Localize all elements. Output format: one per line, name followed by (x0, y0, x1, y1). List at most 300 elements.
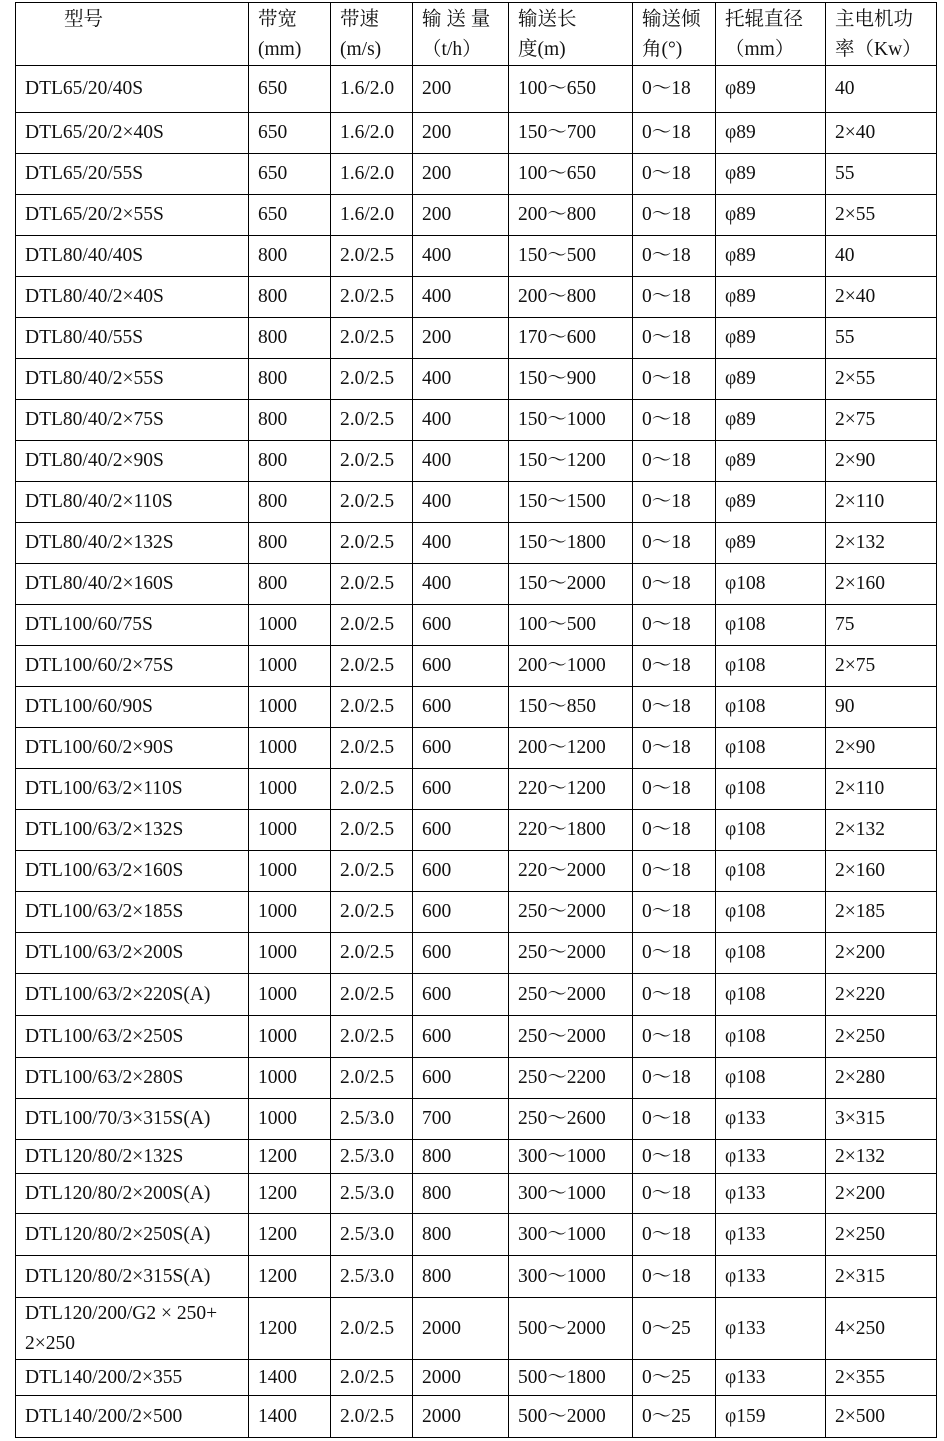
cell-belt-speed: 2.0/2.5 (331, 974, 413, 1016)
header-length-line: 输送长 (518, 9, 577, 30)
cell-length: 200～1200 (509, 728, 633, 769)
table-row (16, 277, 937, 318)
cell-belt-width: 1400 (249, 1396, 331, 1438)
table-row (16, 1099, 937, 1140)
cell-belt-speed: 2.0/2.5 (331, 728, 413, 769)
cell-length: 250～2000 (509, 892, 633, 933)
cell-motor-power: 40 (826, 66, 937, 113)
table-row (16, 359, 937, 400)
cell-motor-power: 2×160 (826, 851, 937, 892)
cell-motor-power: 75 (826, 605, 937, 646)
cell-belt-width: 800 (249, 318, 331, 359)
cell-belt-speed: 2.0/2.5 (331, 810, 413, 851)
cell-incline-angle: 0～18 (633, 236, 716, 277)
cell-roller-diameter: φ108 (716, 892, 826, 933)
cell-model: DTL80/40/2×160S (16, 564, 249, 605)
cell-capacity: 800 (413, 1214, 509, 1256)
cell-capacity: 400 (413, 564, 509, 605)
header-incline-angle (633, 3, 716, 66)
cell-belt-speed: 2.0/2.5 (331, 400, 413, 441)
cell-belt-speed: 2.0/2.5 (331, 1360, 413, 1396)
cell-motor-power: 2×500 (826, 1396, 937, 1438)
header-incline-angle-line: 角(°) (642, 39, 683, 60)
cell-belt-width: 650 (249, 66, 331, 113)
cell-incline-angle: 0～18 (633, 154, 716, 195)
cell-model: DTL100/63/2×160S (16, 851, 249, 892)
cell-capacity: 400 (413, 236, 509, 277)
header-model-line: 型号 (25, 9, 104, 30)
cell-belt-width: 1200 (249, 1298, 331, 1360)
cell-roller-diameter: φ108 (716, 605, 826, 646)
header-row (16, 3, 937, 66)
cell-belt-width: 650 (249, 195, 331, 236)
cell-roller-diameter: φ133 (716, 1256, 826, 1298)
cell-belt-speed: 2.0/2.5 (331, 851, 413, 892)
cell-capacity: 200 (413, 195, 509, 236)
table-row (16, 974, 937, 1016)
cell-belt-width: 1000 (249, 892, 331, 933)
cell-length: 500～2000 (509, 1298, 633, 1360)
cell-incline-angle: 0～18 (633, 482, 716, 523)
table-row (16, 728, 937, 769)
table-row (16, 1140, 937, 1174)
cell-capacity: 600 (413, 974, 509, 1016)
cell-roller-diameter: φ133 (716, 1298, 826, 1360)
cell-model: DTL65/20/55S (16, 154, 249, 195)
cell-capacity: 600 (413, 728, 509, 769)
cell-model: DTL80/40/2×55S (16, 359, 249, 400)
table-row (16, 769, 937, 810)
cell-roller-diameter: φ108 (716, 728, 826, 769)
cell-motor-power: 55 (826, 318, 937, 359)
cell-motor-power: 2×250 (826, 1016, 937, 1058)
cell-belt-speed: 2.5/3.0 (331, 1140, 413, 1174)
cell-length: 150～900 (509, 359, 633, 400)
cell-motor-power: 2×110 (826, 769, 937, 810)
header-belt-width-line: (mm) (258, 39, 302, 60)
cell-motor-power: 2×185 (826, 892, 937, 933)
cell-length: 250～2200 (509, 1058, 633, 1099)
cell-incline-angle: 0～18 (633, 400, 716, 441)
cell-model: DTL100/63/2×132S (16, 810, 249, 851)
cell-length: 250～2000 (509, 933, 633, 974)
cell-model: DTL120/80/2×250S(A) (16, 1214, 249, 1256)
cell-model: DTL100/63/2×220S(A) (16, 974, 249, 1016)
cell-motor-power: 40 (826, 236, 937, 277)
cell-roller-diameter: φ108 (716, 769, 826, 810)
cell-length: 150～850 (509, 687, 633, 728)
table-row (16, 1396, 937, 1438)
cell-roller-diameter: φ89 (716, 154, 826, 195)
cell-belt-speed: 2.0/2.5 (331, 1396, 413, 1438)
cell-model: DTL80/40/40S (16, 236, 249, 277)
cell-capacity: 200 (413, 66, 509, 113)
header-belt-speed (331, 3, 413, 66)
cell-roller-diameter: φ89 (716, 66, 826, 113)
cell-incline-angle: 0～18 (633, 564, 716, 605)
cell-length: 150～500 (509, 236, 633, 277)
cell-roller-diameter: φ89 (716, 523, 826, 564)
cell-model: DTL120/80/2×200S(A) (16, 1174, 249, 1214)
cell-model: DTL80/40/2×40S (16, 277, 249, 318)
header-length-line: 度(m) (518, 39, 566, 60)
cell-length: 200～800 (509, 277, 633, 318)
cell-incline-angle: 0～18 (633, 359, 716, 400)
cell-belt-speed: 1.6/2.0 (331, 154, 413, 195)
cell-model: DTL65/20/2×40S (16, 113, 249, 154)
cell-incline-angle: 0～18 (633, 1140, 716, 1174)
header-motor-power (826, 3, 937, 66)
cell-length: 150～2000 (509, 564, 633, 605)
cell-belt-width: 800 (249, 523, 331, 564)
cell-belt-width: 800 (249, 482, 331, 523)
table-row (16, 66, 937, 113)
cell-model: DTL100/63/2×250S (16, 1016, 249, 1058)
cell-belt-speed: 2.0/2.5 (331, 564, 413, 605)
table-row (16, 564, 937, 605)
header-belt-speed-line: 带速 (340, 9, 380, 30)
table-row (16, 113, 937, 154)
cell-capacity: 700 (413, 1099, 509, 1140)
cell-roller-diameter: φ89 (716, 482, 826, 523)
cell-incline-angle: 0～18 (633, 605, 716, 646)
cell-roller-diameter: φ89 (716, 441, 826, 482)
cell-roller-diameter: φ108 (716, 810, 826, 851)
cell-motor-power: 2×200 (826, 933, 937, 974)
cell-belt-width: 800 (249, 359, 331, 400)
cell-incline-angle: 0～18 (633, 1256, 716, 1298)
table-row (16, 851, 937, 892)
cell-motor-power: 2×220 (826, 974, 937, 1016)
cell-capacity: 400 (413, 400, 509, 441)
cell-incline-angle: 0～25 (633, 1396, 716, 1438)
cell-capacity: 600 (413, 605, 509, 646)
cell-length: 250～2600 (509, 1099, 633, 1140)
cell-incline-angle: 0～18 (633, 646, 716, 687)
cell-belt-width: 1000 (249, 769, 331, 810)
cell-roller-diameter: φ133 (716, 1174, 826, 1214)
cell-model: DTL120/80/2×132S (16, 1140, 249, 1174)
table-row (16, 1298, 937, 1360)
cell-belt-speed: 1.6/2.0 (331, 195, 413, 236)
cell-incline-angle: 0～18 (633, 277, 716, 318)
cell-belt-speed: 2.0/2.5 (331, 687, 413, 728)
cell-belt-width: 800 (249, 236, 331, 277)
cell-capacity: 600 (413, 687, 509, 728)
cell-belt-width: 1200 (249, 1140, 331, 1174)
cell-motor-power: 2×250 (826, 1214, 937, 1256)
cell-belt-width: 1200 (249, 1214, 331, 1256)
cell-incline-angle: 0～18 (633, 933, 716, 974)
cell-incline-angle: 0～18 (633, 523, 716, 564)
cell-capacity: 2000 (413, 1396, 509, 1438)
header-roller-diameter-line: 托辊直径 (725, 9, 804, 30)
cell-model: DTL100/60/90S (16, 687, 249, 728)
cell-belt-speed: 2.5/3.0 (331, 1174, 413, 1214)
cell-roller-diameter: φ108 (716, 974, 826, 1016)
cell-incline-angle: 0～18 (633, 113, 716, 154)
header-model (16, 3, 249, 66)
cell-belt-width: 800 (249, 277, 331, 318)
cell-roller-diameter: φ89 (716, 195, 826, 236)
cell-model: DTL65/20/40S (16, 66, 249, 113)
table-row (16, 1214, 937, 1256)
cell-roller-diameter: φ89 (716, 359, 826, 400)
cell-length: 150～1800 (509, 523, 633, 564)
cell-model: DTL80/40/2×110S (16, 482, 249, 523)
cell-capacity: 2000 (413, 1298, 509, 1360)
cell-length: 220～1800 (509, 810, 633, 851)
cell-belt-speed: 2.0/2.5 (331, 482, 413, 523)
cell-length: 220～2000 (509, 851, 633, 892)
cell-motor-power: 2×132 (826, 810, 937, 851)
cell-belt-speed: 2.0/2.5 (331, 318, 413, 359)
cell-motor-power: 2×200 (826, 1174, 937, 1214)
cell-length: 100～500 (509, 605, 633, 646)
header-belt-width-line: 带宽 (258, 9, 298, 30)
cell-belt-speed: 2.0/2.5 (331, 892, 413, 933)
cell-incline-angle: 0～18 (633, 1099, 716, 1140)
cell-roller-diameter: φ133 (716, 1214, 826, 1256)
cell-incline-angle: 0～18 (633, 892, 716, 933)
table-row (16, 318, 937, 359)
cell-belt-width: 1000 (249, 605, 331, 646)
table-row (16, 810, 937, 851)
cell-incline-angle: 0～18 (633, 974, 716, 1016)
cell-model: DTL100/60/75S (16, 605, 249, 646)
table-row (16, 687, 937, 728)
cell-motor-power: 2×90 (826, 728, 937, 769)
cell-motor-power: 4×250 (826, 1298, 937, 1360)
cell-belt-width: 800 (249, 564, 331, 605)
cell-roller-diameter: φ89 (716, 277, 826, 318)
cell-incline-angle: 0～18 (633, 851, 716, 892)
cell-model: DTL140/200/2×500 (16, 1396, 249, 1438)
cell-capacity: 600 (413, 810, 509, 851)
cell-motor-power: 2×75 (826, 646, 937, 687)
header-incline-angle-line: 输送倾 (642, 9, 701, 30)
table-row (16, 400, 937, 441)
table-row (16, 154, 937, 195)
cell-belt-speed: 2.0/2.5 (331, 359, 413, 400)
cell-motor-power: 2×132 (826, 523, 937, 564)
cell-belt-width: 800 (249, 441, 331, 482)
header-capacity-line: （t/h） (422, 39, 482, 60)
cell-capacity: 800 (413, 1256, 509, 1298)
cell-belt-speed: 2.0/2.5 (331, 523, 413, 564)
cell-belt-width: 650 (249, 113, 331, 154)
cell-incline-angle: 0～18 (633, 318, 716, 359)
cell-length: 150～1500 (509, 482, 633, 523)
table-row (16, 482, 937, 523)
cell-length: 150～700 (509, 113, 633, 154)
cell-belt-width: 1200 (249, 1174, 331, 1214)
cell-length: 200～1000 (509, 646, 633, 687)
table-row (16, 646, 937, 687)
cell-belt-width: 800 (249, 400, 331, 441)
cell-model: DTL100/70/3×315S(A) (16, 1099, 249, 1140)
cell-length: 300～1000 (509, 1214, 633, 1256)
cell-capacity: 600 (413, 1058, 509, 1099)
header-belt-width (249, 3, 331, 66)
header-belt-speed-line: (m/s) (340, 39, 382, 60)
cell-incline-angle: 0～25 (633, 1298, 716, 1360)
cell-roller-diameter: φ108 (716, 851, 826, 892)
cell-belt-width: 1000 (249, 1058, 331, 1099)
cell-motor-power: 3×315 (826, 1099, 937, 1140)
table-row (16, 441, 937, 482)
table-row (16, 1174, 937, 1214)
cell-length: 250～2000 (509, 1016, 633, 1058)
cell-motor-power: 2×280 (826, 1058, 937, 1099)
cell-model: DTL80/40/2×90S (16, 441, 249, 482)
cell-length: 300～1000 (509, 1140, 633, 1174)
cell-capacity: 600 (413, 933, 509, 974)
cell-roller-diameter: φ89 (716, 318, 826, 359)
cell-belt-width: 1000 (249, 810, 331, 851)
cell-model: DTL80/40/2×132S (16, 523, 249, 564)
cell-model: DTL100/63/2×185S (16, 892, 249, 933)
cell-roller-diameter: φ108 (716, 933, 826, 974)
cell-motor-power: 2×75 (826, 400, 937, 441)
cell-belt-width: 1000 (249, 1099, 331, 1140)
cell-model: DTL120/80/2×315S(A) (16, 1256, 249, 1298)
cell-belt-speed: 2.0/2.5 (331, 1058, 413, 1099)
cell-belt-speed: 2.0/2.5 (331, 646, 413, 687)
cell-incline-angle: 0～18 (633, 687, 716, 728)
cell-motor-power: 90 (826, 687, 937, 728)
cell-belt-speed: 2.5/3.0 (331, 1256, 413, 1298)
cell-model: DTL100/63/2×280S (16, 1058, 249, 1099)
cell-motor-power: 2×355 (826, 1360, 937, 1396)
header-roller-diameter-line: （mm） (725, 39, 795, 60)
cell-motor-power: 2×110 (826, 482, 937, 523)
table-row (16, 195, 937, 236)
cell-belt-speed: 1.6/2.0 (331, 113, 413, 154)
cell-incline-angle: 0～18 (633, 1214, 716, 1256)
cell-capacity: 200 (413, 154, 509, 195)
cell-model: DTL140/200/2×355 (16, 1360, 249, 1396)
cell-length: 300～1000 (509, 1256, 633, 1298)
cell-belt-width: 1000 (249, 687, 331, 728)
cell-capacity: 400 (413, 277, 509, 318)
cell-belt-width: 1000 (249, 974, 331, 1016)
cell-incline-angle: 0～18 (633, 1174, 716, 1214)
cell-belt-speed: 2.0/2.5 (331, 441, 413, 482)
cell-model: DTL100/63/2×110S (16, 769, 249, 810)
cell-belt-speed: 2.0/2.5 (331, 1298, 413, 1360)
cell-belt-width: 1000 (249, 851, 331, 892)
cell-model: DTL65/20/2×55S (16, 195, 249, 236)
cell-belt-speed: 2.0/2.5 (331, 769, 413, 810)
cell-roller-diameter: φ108 (716, 1058, 826, 1099)
cell-length: 220～1200 (509, 769, 633, 810)
cell-model: DTL100/60/2×90S (16, 728, 249, 769)
table-body (16, 66, 937, 1438)
cell-length: 150～1200 (509, 441, 633, 482)
cell-roller-diameter: φ133 (716, 1360, 826, 1396)
table-row (16, 236, 937, 277)
cell-capacity: 600 (413, 646, 509, 687)
cell-motor-power: 2×40 (826, 113, 937, 154)
conveyor-spec-table (15, 2, 937, 1438)
cell-belt-width: 1000 (249, 1016, 331, 1058)
cell-length: 300～1000 (509, 1174, 633, 1214)
table-row (16, 1256, 937, 1298)
cell-length: 500～1800 (509, 1360, 633, 1396)
cell-motor-power: 2×160 (826, 564, 937, 605)
cell-belt-speed: 2.5/3.0 (331, 1214, 413, 1256)
cell-roller-diameter: φ89 (716, 400, 826, 441)
cell-capacity: 400 (413, 523, 509, 564)
cell-roller-diameter: φ89 (716, 236, 826, 277)
cell-length: 170～600 (509, 318, 633, 359)
cell-model: DTL80/40/55S (16, 318, 249, 359)
table-row (16, 1058, 937, 1099)
cell-roller-diameter: φ159 (716, 1396, 826, 1438)
cell-belt-speed: 1.6/2.0 (331, 66, 413, 113)
cell-roller-diameter: φ108 (716, 687, 826, 728)
header-length (509, 3, 633, 66)
cell-motor-power: 55 (826, 154, 937, 195)
cell-length: 200～800 (509, 195, 633, 236)
cell-capacity: 600 (413, 892, 509, 933)
cell-belt-speed: 2.0/2.5 (331, 605, 413, 646)
cell-capacity: 400 (413, 482, 509, 523)
cell-belt-width: 1400 (249, 1360, 331, 1396)
header-motor-power-line: 主电机功 (835, 9, 914, 30)
cell-capacity: 200 (413, 318, 509, 359)
header-capacity (413, 3, 509, 66)
cell-roller-diameter: φ108 (716, 564, 826, 605)
cell-roller-diameter: φ89 (716, 113, 826, 154)
cell-incline-angle: 0～18 (633, 1016, 716, 1058)
table-row (16, 523, 937, 564)
table-row (16, 1360, 937, 1396)
cell-capacity: 200 (413, 113, 509, 154)
cell-belt-speed: 2.0/2.5 (331, 933, 413, 974)
cell-model: DTL100/63/2×200S (16, 933, 249, 974)
cell-length: 250～2000 (509, 974, 633, 1016)
table-row (16, 1016, 937, 1058)
header-roller-diameter (716, 3, 826, 66)
cell-incline-angle: 0～18 (633, 728, 716, 769)
cell-roller-diameter: φ108 (716, 646, 826, 687)
cell-motor-power: 2×315 (826, 1256, 937, 1298)
cell-motor-power: 2×55 (826, 359, 937, 400)
cell-belt-width: 1000 (249, 728, 331, 769)
header-capacity-line: 输 送 量 (422, 9, 491, 30)
cell-incline-angle: 0～18 (633, 769, 716, 810)
cell-capacity: 400 (413, 441, 509, 482)
cell-belt-width: 1000 (249, 646, 331, 687)
cell-capacity: 600 (413, 851, 509, 892)
cell-incline-angle: 0～18 (633, 66, 716, 113)
cell-belt-speed: 2.0/2.5 (331, 277, 413, 318)
cell-model: DTL120/200/G2 × 250+ 2×250 (16, 1298, 249, 1360)
table-row (16, 605, 937, 646)
cell-capacity: 600 (413, 769, 509, 810)
cell-motor-power: 2×40 (826, 277, 937, 318)
cell-capacity: 400 (413, 359, 509, 400)
cell-belt-speed: 2.5/3.0 (331, 1099, 413, 1140)
cell-incline-angle: 0～18 (633, 195, 716, 236)
cell-length: 100～650 (509, 66, 633, 113)
cell-incline-angle: 0～18 (633, 810, 716, 851)
cell-capacity: 600 (413, 1016, 509, 1058)
cell-length: 100～650 (509, 154, 633, 195)
cell-motor-power: 2×90 (826, 441, 937, 482)
